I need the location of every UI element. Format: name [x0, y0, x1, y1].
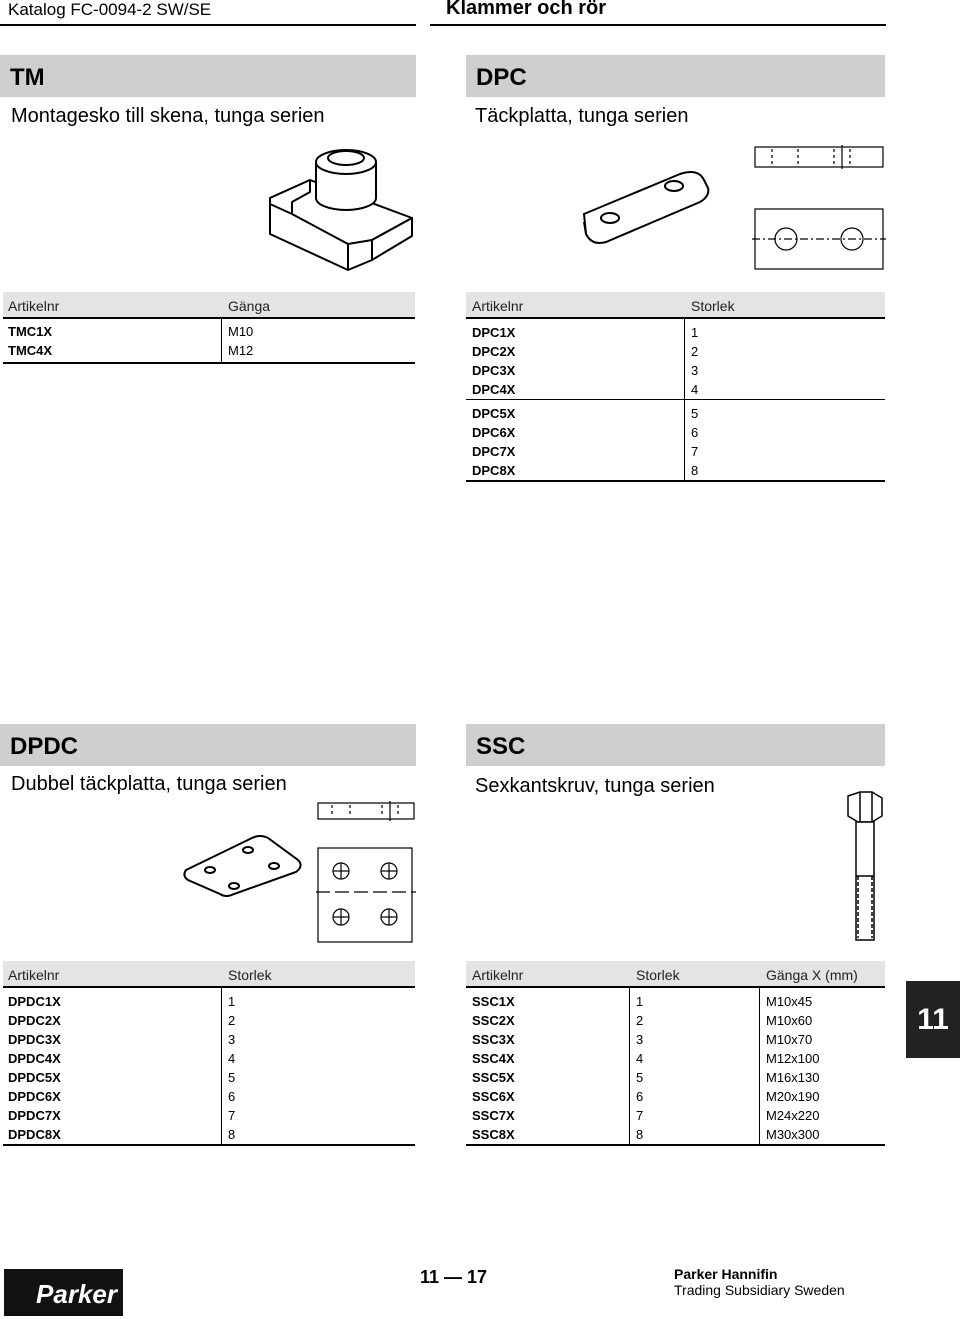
ssc-table-bottom-rule — [466, 1144, 885, 1146]
dpdc-col-artikelnr: Artikelnr — [8, 967, 60, 983]
dpdc-technical-drawing — [316, 800, 416, 944]
table-row: DPDC8X 8 — [8, 1127, 236, 1142]
tm-col-artikelnr: Artikelnr — [8, 298, 60, 314]
page-number: 11 — 17 — [420, 1267, 488, 1287]
tm-section-subtitle: Montagesko till skena, tunga serien — [11, 105, 325, 127]
tm-table-header — [3, 292, 415, 319]
tm-table-bottom-rule — [3, 362, 415, 364]
dpc-section-subtitle: Täckplatta, tunga serien — [475, 105, 689, 127]
table-row: DPDC4X 4 — [8, 1051, 236, 1066]
table-row: TMC1X M10 — [8, 324, 254, 339]
table-row: DPDC2X 2 — [8, 1013, 236, 1028]
dpdc-col-storlek: Storlek — [228, 967, 272, 983]
table-row: DPDC5X 5 — [8, 1070, 236, 1085]
dpc-col-storlek: Storlek — [691, 298, 735, 314]
dpc-col-artikelnr: Artikelnr — [472, 298, 524, 314]
table-row: SSC8X 8 M30x300 — [472, 1127, 820, 1142]
table-row: DPDC6X 6 — [8, 1089, 236, 1104]
ssc-section-code: SSC — [466, 724, 885, 766]
parker-logo: Parker — [4, 1269, 123, 1316]
ssc-table-header — [466, 961, 885, 988]
table-row: TMC4X M12 — [8, 343, 254, 358]
dpdc-table-bottom-rule — [3, 1144, 415, 1146]
dpdc-table-header — [3, 961, 415, 988]
table-row: DPDC7X 7 — [8, 1108, 236, 1123]
dpc-table — [466, 292, 885, 482]
dpc-cover-plate-drawing — [576, 162, 718, 246]
ssc-table — [466, 961, 885, 1146]
table-row: SSC2X 2 M10x60 — [472, 1013, 813, 1028]
table-row: SSC4X 4 M12x100 — [472, 1051, 820, 1066]
dpdc-table — [3, 961, 415, 1146]
tm-col-ganga: Gänga — [228, 298, 271, 314]
dpc-table-header — [466, 292, 885, 319]
dpdc-double-cover-plate-drawing — [180, 832, 306, 898]
table-row: DPDC1X 1 — [8, 994, 236, 1009]
table-row: DPC1X 1 — [472, 325, 699, 340]
dpc-technical-drawing — [752, 143, 886, 273]
catalog-number: Katalog FC-0094-2 SW/SE — [8, 0, 212, 19]
dpc-table-bottom-rule — [466, 480, 885, 482]
dpdc-section-code: DPDC — [0, 724, 416, 766]
tm-section-code: TM — [0, 55, 416, 97]
header-rule-right — [430, 24, 886, 26]
ssc-col-ganga: Gänga X (mm) — [766, 967, 858, 983]
header-rule-left — [0, 24, 416, 26]
table-row: SSC7X 7 M24x220 — [472, 1108, 820, 1123]
table-row: DPC5X 5 — [472, 406, 699, 421]
table-row: DPC2X 2 — [472, 344, 699, 359]
chapter-tab: 11 — [906, 981, 960, 1058]
table-row: DPC3X 3 — [472, 363, 699, 378]
dpdc-section-subtitle: Dubbel täckplatta, tunga serien — [11, 773, 287, 795]
table-row: DPDC3X 3 — [8, 1032, 236, 1047]
ssc-hex-bolt-drawing — [842, 790, 886, 944]
table-row: SSC5X 5 M16x130 — [472, 1070, 820, 1085]
table-row: DPC4X 4 — [472, 382, 699, 397]
table-row: SSC1X 1 M10x45 — [472, 994, 813, 1009]
dpc-section-code: DPC — [466, 55, 885, 97]
table-row: DPC6X 6 — [472, 425, 699, 440]
table-row: DPC7X 7 — [472, 444, 699, 459]
company-name: Parker Hannifin — [674, 1266, 778, 1282]
page-title: Klammer och rör — [446, 0, 607, 19]
table-row: SSC6X 6 M20x190 — [472, 1089, 820, 1104]
ssc-col-artikelnr: Artikelnr — [472, 967, 524, 983]
dpc-group-rule — [466, 399, 885, 400]
table-row: SSC3X 3 M10x70 — [472, 1032, 813, 1047]
table-row: DPC8X 8 — [472, 463, 699, 478]
tm-table — [3, 292, 415, 364]
ssc-section-subtitle: Sexkantskruv, tunga serien — [475, 775, 715, 797]
subsidiary-name: Trading Subsidiary Sweden — [674, 1282, 845, 1298]
ssc-col-storlek: Storlek — [636, 967, 680, 983]
tm-mounting-shoe-drawing — [262, 140, 422, 272]
